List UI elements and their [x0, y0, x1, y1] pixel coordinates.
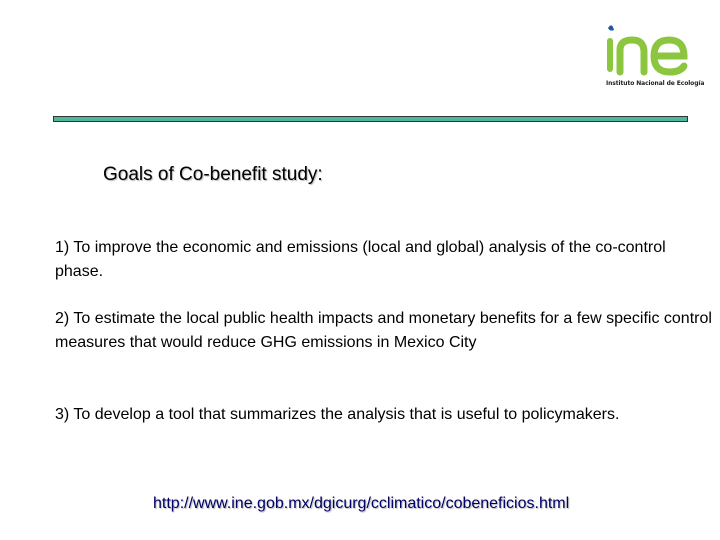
header-divider: [53, 116, 688, 122]
reference-link[interactable]: http://www.ine.gob.mx/dgicurg/cclimatico/cobeneficios.html: [153, 495, 570, 512]
slide-title: Goals of Co-benefit study:: [103, 164, 323, 185]
goal-item-3: 3) To develop a tool that summarizes the analysis that is useful to policymakers.: [55, 406, 620, 423]
goal-item-2: 2) To estimate the local public health impacts and monetary benefits for a few specific control measures that would reduce GHG emissions in Mexico City: [55, 310, 712, 351]
ine-logo-icon: [600, 20, 710, 100]
logo-caption: Instituto Nacional de Ecología: [606, 80, 705, 87]
goal-item-1: 1) To improve the economic and emissions (local and global) analysis of the co-control phase.: [55, 239, 666, 280]
